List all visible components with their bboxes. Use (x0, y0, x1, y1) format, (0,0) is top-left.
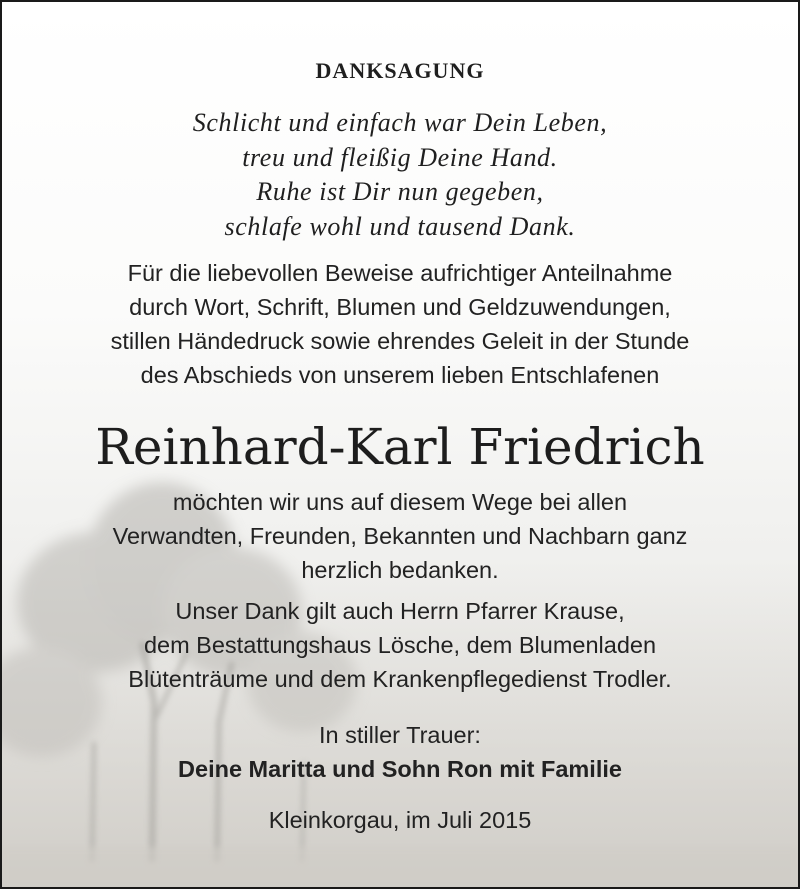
thanks-paragraph (2, 485, 798, 587)
mourning-line: In stiller Trauer: (319, 722, 481, 748)
poem-line: Schlicht und einfach war Dein Leben, (192, 108, 608, 137)
poem-line: schlafe wohl und tausend Dank. (224, 211, 576, 241)
notice-heading: DANKSAGUNG (315, 58, 485, 83)
intro-paragraph (2, 256, 798, 392)
special-thanks-paragraph (2, 594, 798, 696)
intro-line: des Abschieds von unserem lieben Entschlafenen (140, 362, 660, 388)
intro-line: stillen Händedruck sowie ehrendes Geleit in der Stunde (110, 328, 690, 354)
intro-line: durch Wort, Schrift, Blumen und Geldzuwendungen, (129, 294, 671, 320)
poem-line: Ruhe ist Dir nun gegeben, (256, 177, 544, 206)
poem-line: treu und fleißig Deine Hand. (242, 142, 558, 172)
deceased-name: Reinhard-Karl Friedrich (95, 418, 705, 476)
memorial-poem (2, 106, 798, 244)
special-thanks-line: Unser Dank gilt auch Herrn Pfarrer Krause, (175, 598, 625, 624)
place-and-date: Kleinkorgau, im Juli 2015 (268, 807, 532, 833)
thanks-line: möchten wir uns auf diesem Wege bei allen (172, 489, 628, 515)
special-thanks-line: dem Bestattungshaus Lösche, dem Blumenladen (143, 632, 657, 658)
special-thanks-line: Blütenträume und dem Krankenpflegedienst Trodler. (128, 666, 672, 692)
closing-block (2, 718, 798, 786)
thanks-line: herzlich bedanken. (301, 557, 499, 583)
signed-by: Deine Maritta und Sohn Ron mit Familie (178, 756, 622, 782)
intro-line: Für die liebevollen Beweise aufrichtiger Anteilnahme (127, 260, 673, 286)
thanks-line: Verwandten, Freunden, Bekannten und Nachbarn ganz (112, 523, 688, 549)
